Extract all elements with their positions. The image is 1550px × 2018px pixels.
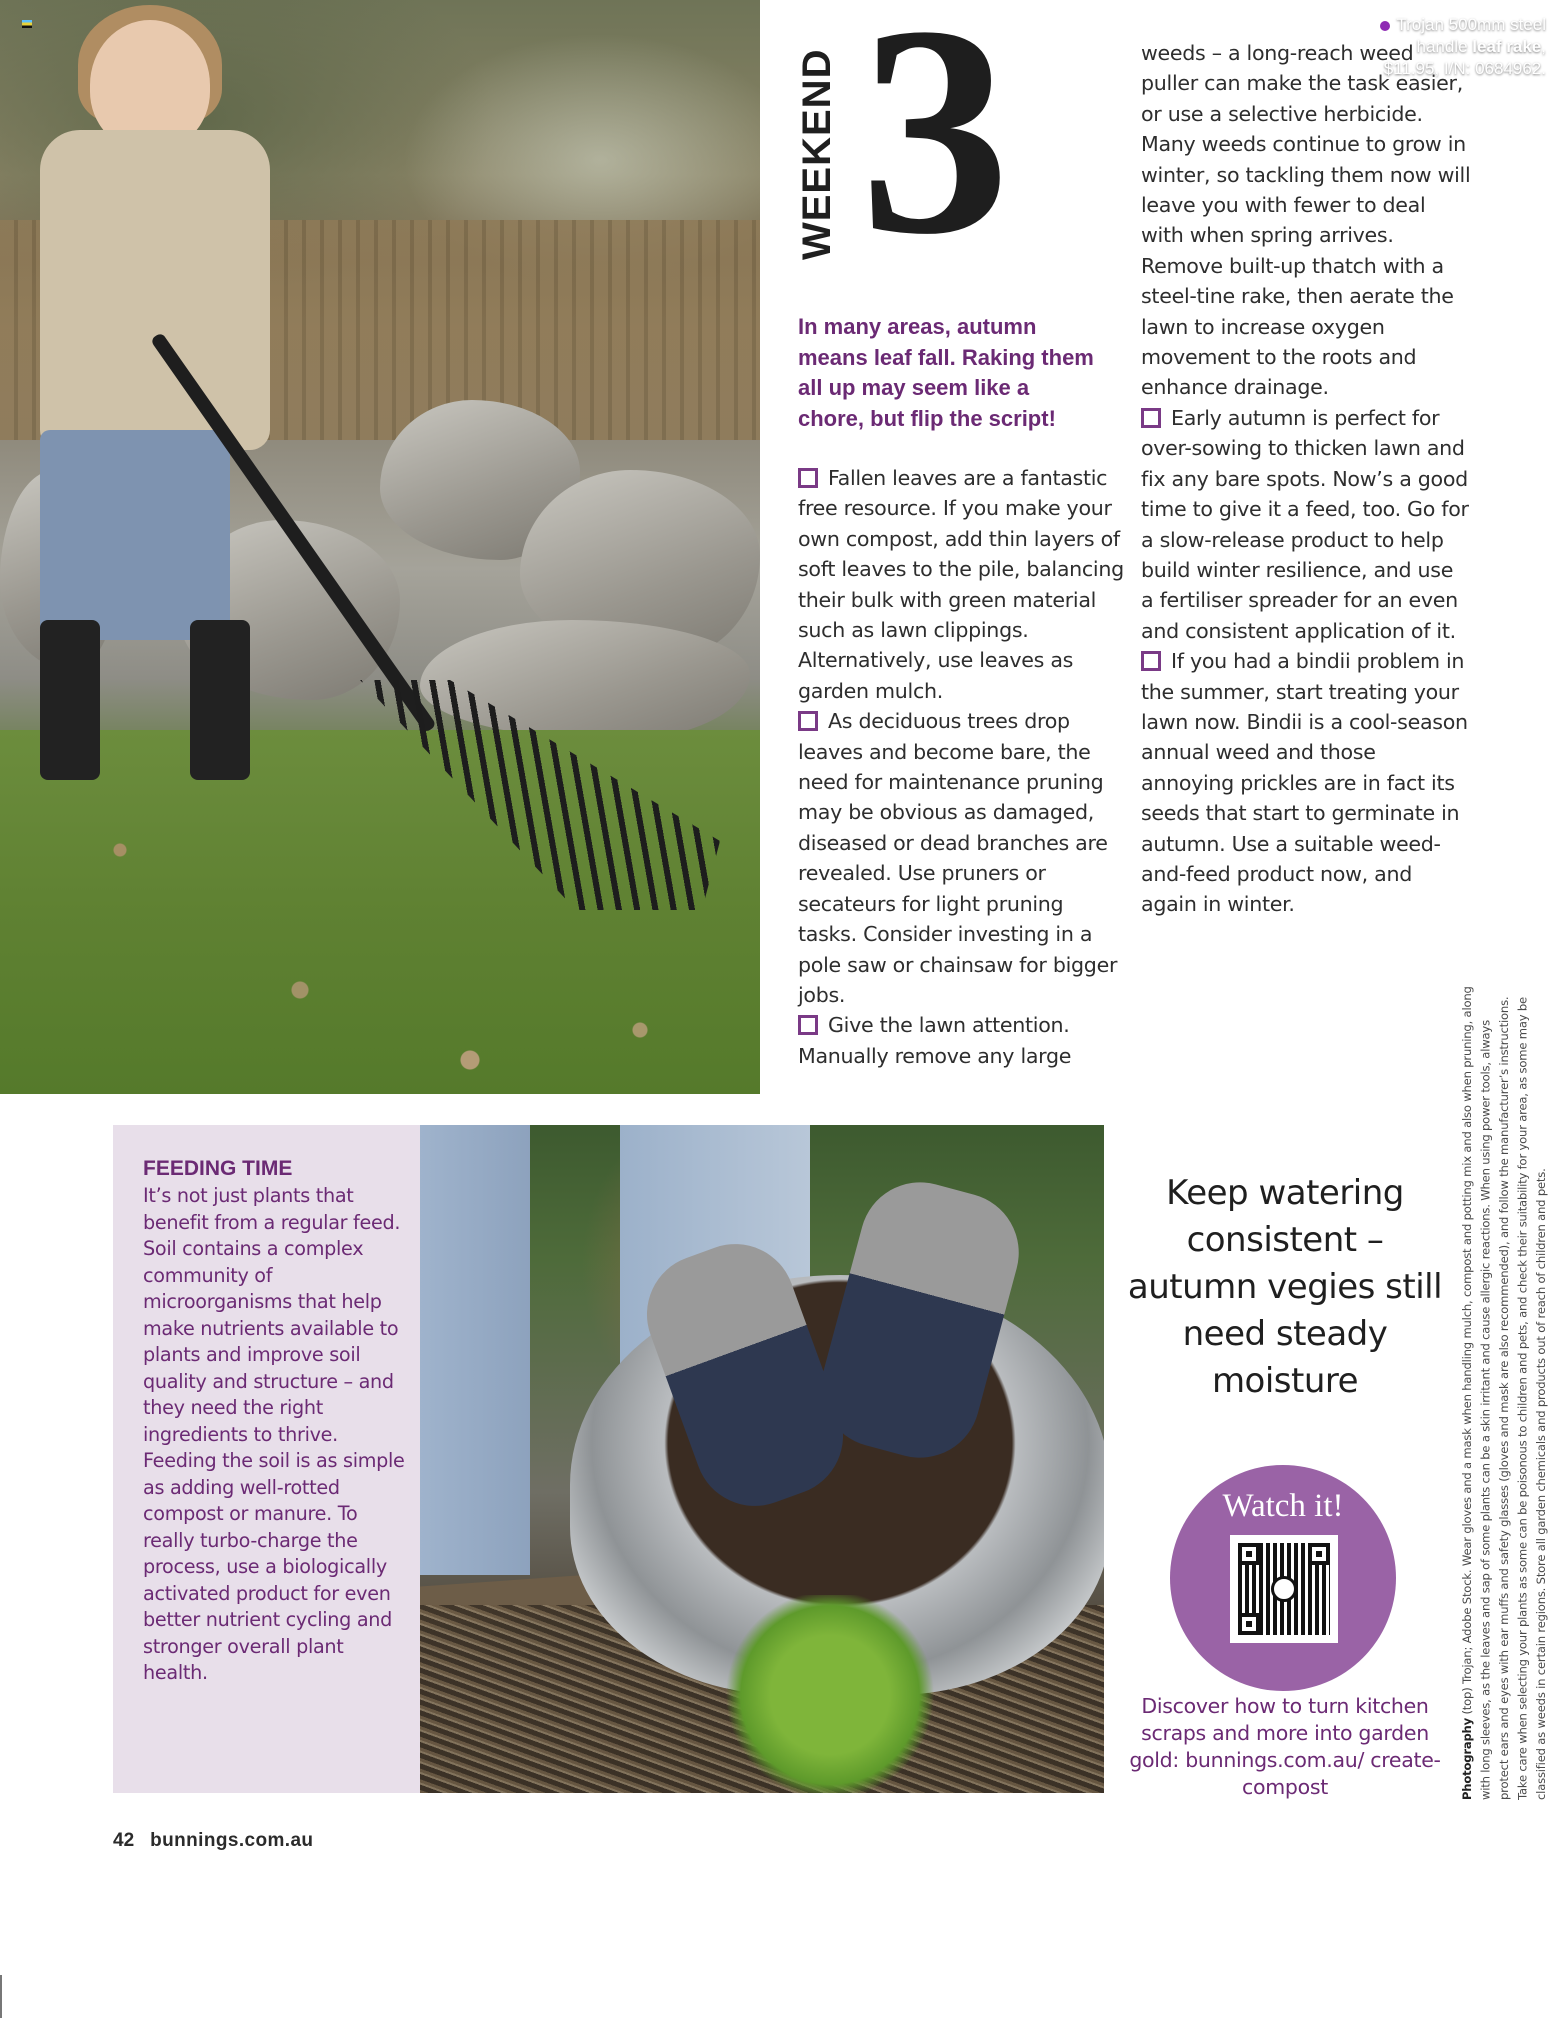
footer-site[interactable]: bunnings.com.au [150,1830,314,1851]
checkbox-icon[interactable] [1141,408,1161,428]
checklist-item: If you had a bindii problem in the summer, start treating your lawn now. Bindii is a cool-season annual weed and those annoying prickles are in fact its seeds that start to germinate in autumn. Use a suitable weed-and-feed product now, and again in winter. [1141,649,1468,917]
boot [190,620,250,780]
checklist-item: Early autumn is perfect for over-sowing to thicken lawn and fix any bare spots. Now’s a good time to give it a feed, too. Go for a slow-release product to help build winter resilience, and use a fertiliser spreader for an even and consistent application of it. [1141,405,1469,643]
lawn [0,730,760,1094]
checkbox-icon[interactable] [1141,651,1161,671]
checkbox-icon[interactable] [798,711,818,731]
qr-finder [1238,1543,1260,1565]
product-caption: Trojan 500mm steel handle leaf rake, $11.95, I/N: 0684962. [1246,14,1546,80]
compost-photo [420,1125,1104,1793]
feeding-time-body: It’s not just plants that benefit from a regular feed. Soil contains a complex community of microorganisms that help make nutrients available to plants and improve soil quality and structure – and they need the right ingredients to thrive. Feeding the soil is as simple as adding well-rotted compost or manure. To really turbo-charge the process, use a biologically activated product for even better nutrient cycling and stronger overall plant health. [143,1184,405,1684]
pull-quote: Keep watering consistent – autumn vegies still need steady moisture [1127,1173,1443,1401]
qr-finder [1238,1613,1260,1635]
leaf-rake-photo [0,0,760,1094]
photo-credits-and-safety-notice: Photography (top) Trojan; Adobe Stock. Wear gloves and a mask when handling mulch, compost and potting mix and also when pruning, along with long sleeves, as the leaves and sap of some plants can be a skin irritant and cause allergic reactions. When using power tools, always protect ears and eyes with ear muffs and safety glasses (gloves and mask are also recommended), and follow the manufacturer’s instructions. Take care when selecting your plants as some can be poisonous to children and pets, and check their suitability for your area, as some may be classified as weeds in certain regions. Store all garden chemicals and products out of reach of children and pets. [1460,986,1548,1800]
feeding-time-title: FEEDING TIME [143,1157,293,1180]
weekend-number: 3 [860,0,1010,296]
qr-finder [1308,1543,1330,1565]
registration-mark-icon [22,20,32,28]
person-jeans [40,430,230,640]
column-1 [798,463,1128,1071]
product-price: $11.95, I/N: 0684962. [1383,59,1546,78]
column-2 [1141,38,1471,920]
bullet-dot-icon [1380,21,1390,31]
continuation-text: weeds – a long-reach weed puller can make the task easier, or use a selective herbicide. Many weeds continue to grow in winter, so tackling them now will leave you with fewer to deal with when spring arrives. Remove built-up thatch with a steel-tine rake, then aerate the lawn to increase oxygen movement to the roots and enhance drainage. [1141,41,1471,400]
boot [40,620,100,780]
checkbox-icon[interactable] [798,468,818,488]
qr-code-icon[interactable] [1230,1535,1338,1643]
bunnings-hammer-logo-icon [1271,1576,1297,1602]
weekend-label: WEEKEND [795,48,839,260]
page-footer [113,1830,313,1852]
checklist-item: Fallen leaves are a fantastic free resource. If you make your own compost, add thin layers of soft leaves to the pile, balancing their bulk with green material such as lawn clippings. Alternatively, use leaves as garden mulch. [798,466,1124,703]
checkbox-icon[interactable] [798,1015,818,1035]
person-shirt [40,130,270,450]
product-name: leaf rake [1472,37,1542,56]
basil-plant [720,1595,940,1793]
checklist-item: Give the lawn attention. Manually remove any large [798,1013,1072,1068]
page-edge-mark [0,1975,2,2018]
page-number: 42 [113,1830,135,1851]
credits-label: Photography [1460,1718,1474,1800]
jeans [420,1125,530,1575]
compost-link-text[interactable]: Discover how to turn kitchen scraps and more into garden gold: bunnings.com.au/ create-compost [1129,1694,1441,1799]
intro-text: In many areas, autumn means leaf fall. Raking them all up may seem like a chore, but flip the script! [798,314,1094,431]
watch-it-title: Watch it! [1222,1488,1344,1524]
checklist-item: As deciduous trees drop leaves and become bare, the need for maintenance pruning may be obvious as damaged, diseased or dead branches are revealed. Use pruners or secateurs for light pruning tasks. Consider investing in a pole saw or chainsaw for bigger jobs. [798,709,1118,1007]
